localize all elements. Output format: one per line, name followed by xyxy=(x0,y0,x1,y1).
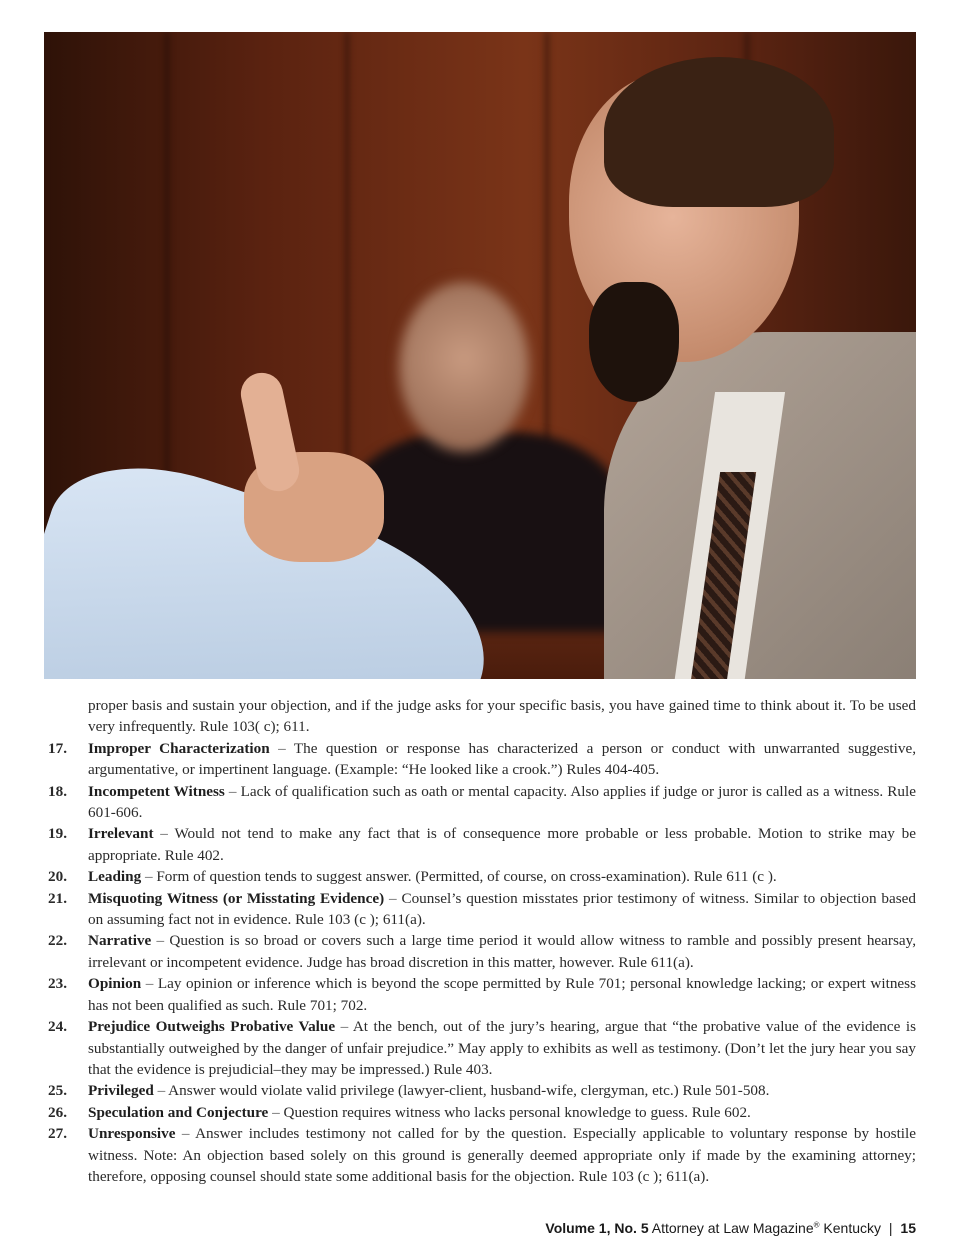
list-item xyxy=(48,888,916,931)
item-text: Answer includes testimony not called for by the question. Especially applicable to voluntary response by hostile witness. Note: An objection based solely on this ground is generally deemed appropriate only if made by the examining attorney; therefore, opposing counsel should state some additional basis for the objection. Rule 103 (c ); 611(a). xyxy=(88,1125,916,1185)
item-number: 22. xyxy=(48,932,67,950)
list-item xyxy=(48,930,916,973)
item-text: At the bench, out of the jury’s hearing, argue that “the probative value of the evidence is substantially outweighed by the danger of unfair prejudice.” May apply to exhibits as well as testimony. (Don’t let the jury hear you say that the evidence is prejudicial–they may be impressed.) Rule 403. xyxy=(88,1018,916,1078)
page-footer xyxy=(545,1220,916,1236)
item-dash: – xyxy=(335,1018,353,1036)
list-item xyxy=(48,738,916,781)
list-item xyxy=(48,1080,916,1101)
item-text: Lack of qualification such as oath or mental capacity. Also applies if judge or juror is called as a witness. Rule 601-606. xyxy=(88,782,916,822)
item-text: Form of question tends to suggest answer. (Permitted, of course, on cross-examination). Rule 611 (c ). xyxy=(156,868,777,886)
item-number: 25. xyxy=(48,1082,67,1100)
list-item xyxy=(48,866,916,887)
item-term: Incompetent Witness xyxy=(88,782,225,800)
item-body xyxy=(88,1080,916,1101)
objections-list xyxy=(48,695,916,1187)
item-term: Prejudice Outweighs Probative Value xyxy=(88,1018,336,1036)
item-number: 18. xyxy=(48,782,67,800)
page-number: 15 xyxy=(900,1220,916,1236)
item-dash: – xyxy=(151,932,170,950)
item-text: The question or response has characterized a person or conduct with unwarranted suggestive, argumentative, or impertinent language. (Example: “He looked like a crook.”) Rules 404-405. xyxy=(88,739,916,779)
item-text: Question is so broad or covers such a large time period it would allow witness to ramble and possibly present hearsay, irrelevant or incompetent evidence. Judge has broad discretion in this matter, however. Rule 611(a). xyxy=(88,932,917,971)
item-body xyxy=(88,781,916,824)
item-body xyxy=(88,888,916,931)
item-dash: – xyxy=(384,889,402,907)
item-number: 27. xyxy=(48,1125,67,1143)
item-dash: – xyxy=(269,739,294,757)
item-number: 23. xyxy=(48,975,67,993)
item-number: 20. xyxy=(48,868,67,886)
item-number: 17. xyxy=(48,739,67,757)
item-text: Answer would violate valid privilege (lawyer-client, husband-wife, clergyman, etc.) Rule 501-508. xyxy=(168,1082,770,1100)
item-body xyxy=(88,1123,916,1187)
item-text: Counsel’s question misstates prior testimony of witness. Similar to objection based on assuming fact not in evidence. Rule 103 (c ); 611(a). xyxy=(88,889,916,929)
footer-volume: Volume 1, No. 5 xyxy=(545,1220,649,1236)
list-item xyxy=(48,781,916,824)
item-body xyxy=(88,973,916,1016)
item-body xyxy=(88,1102,916,1123)
footer-region: Kentucky xyxy=(823,1220,881,1236)
item-number: 24. xyxy=(48,1018,67,1036)
item-term: Opinion xyxy=(88,975,142,993)
item-text: Question requires witness who lacks personal knowledge to guess. Rule 602. xyxy=(283,1103,751,1121)
footer-registered-mark: ® xyxy=(813,1220,820,1230)
item-dash: – xyxy=(175,1125,196,1143)
item-term: Improper Characterization xyxy=(88,739,270,757)
footer-separator: | xyxy=(888,1220,893,1236)
list-item xyxy=(48,823,916,866)
item-term: Narrative xyxy=(88,932,152,950)
list-item xyxy=(48,1123,916,1187)
item-body xyxy=(88,1016,916,1080)
item-dash: – xyxy=(224,782,241,800)
item-term: Irrelevant xyxy=(88,825,154,843)
item-number: 19. xyxy=(48,825,67,843)
item-dash: – xyxy=(141,975,158,993)
footer-magazine: Attorney at Law Magazine xyxy=(651,1220,814,1236)
item-number: 21. xyxy=(48,889,67,907)
list-item xyxy=(48,973,916,1016)
list-item xyxy=(48,1016,916,1080)
item-dash: – xyxy=(153,1082,169,1100)
item-term: Misquoting Witness (or Misstating Evidence) xyxy=(88,889,385,907)
item-number: 26. xyxy=(48,1103,67,1121)
item-dash: – xyxy=(153,825,175,843)
item-term: Unresponsive xyxy=(88,1125,176,1143)
item-term: Leading xyxy=(88,868,142,886)
item-text: Lay opinion or inference which is beyond the scope permitted by Rule 701; personal knowledge lacking; or expert witness has not been qualified as such. Rule 701; 702. xyxy=(88,975,916,1014)
item-term: Privileged xyxy=(88,1082,154,1100)
courtroom-photo xyxy=(44,32,916,679)
item-text: Would not tend to make any fact that is of consequence more probable or less probable. Motion to strike may be appropriate. Rule 402. xyxy=(88,825,916,864)
item-term: Speculation and Conjecture xyxy=(88,1103,269,1121)
item-dash: – xyxy=(268,1103,284,1121)
continued-paragraph: proper basis and sustain your objection, and if the judge asks for your specific basis, you have gained time to think about it. To be used very infrequently. Rule 103( c); 611. xyxy=(88,697,916,736)
item-body xyxy=(88,738,916,781)
item-body xyxy=(88,823,916,866)
list-item xyxy=(48,1102,916,1123)
item-body xyxy=(88,930,916,973)
item-body xyxy=(88,866,916,887)
item-dash: – xyxy=(141,868,157,886)
